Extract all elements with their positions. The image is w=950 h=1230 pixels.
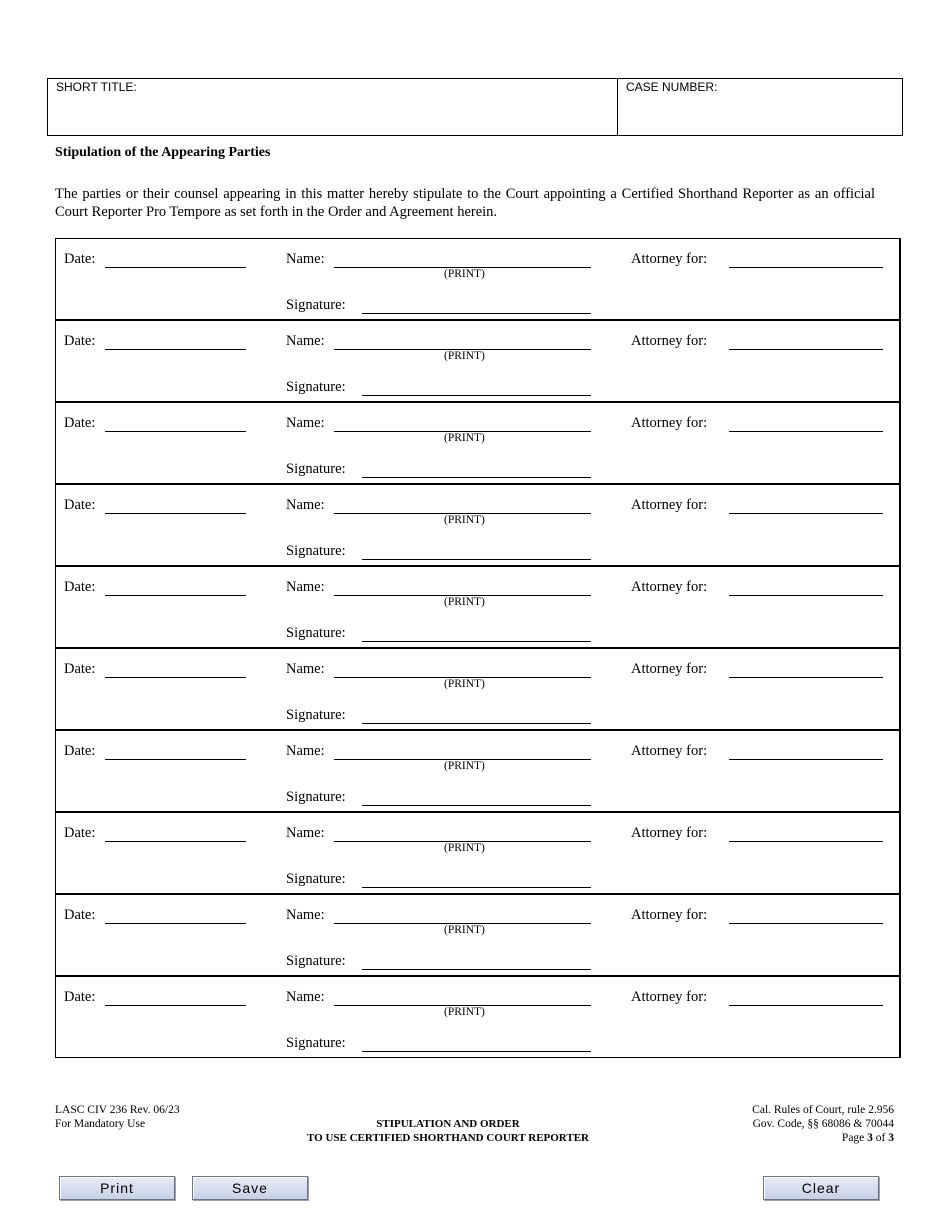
case-number-label: CASE NUMBER:: [626, 80, 718, 94]
date-label: Date:: [64, 579, 96, 595]
date-field[interactable]: [105, 824, 246, 842]
signature-row: [56, 813, 899, 895]
date-label: Date:: [64, 333, 96, 349]
name-label: Name:: [286, 251, 325, 267]
name-field[interactable]: [334, 250, 591, 268]
rules-reference: Cal. Rules of Court, rule 2.956: [752, 1104, 894, 1116]
attorney-for-field[interactable]: [729, 742, 883, 760]
attorney-for-label: Attorney for:: [631, 825, 708, 841]
signature-row: [56, 321, 899, 403]
signature-field[interactable]: [362, 706, 591, 724]
name-field[interactable]: [334, 332, 591, 350]
case-number-field[interactable]: [624, 99, 896, 131]
date-label: Date:: [64, 989, 96, 1005]
form-title-block: [248, 1117, 648, 1145]
name-field[interactable]: [334, 578, 591, 596]
signature-field[interactable]: [362, 460, 591, 478]
attorney-for-label: Attorney for:: [631, 907, 708, 923]
name-label: Name:: [286, 333, 325, 349]
attorney-for-label: Attorney for:: [631, 579, 708, 595]
date-label: Date:: [64, 497, 96, 513]
print-hint: (PRINT): [444, 268, 485, 280]
attorney-for-field[interactable]: [729, 332, 883, 350]
print-hint: (PRINT): [444, 432, 485, 444]
name-field[interactable]: [334, 496, 591, 514]
signature-field[interactable]: [362, 952, 591, 970]
name-field[interactable]: [334, 906, 591, 924]
signature-row: [56, 239, 899, 321]
signature-row: [56, 403, 899, 485]
print-hint: (PRINT): [444, 760, 485, 772]
signature-label: Signature:: [286, 297, 346, 313]
signature-label: Signature:: [286, 707, 346, 723]
attorney-for-label: Attorney for:: [631, 743, 708, 759]
name-field[interactable]: [334, 660, 591, 678]
signature-label: Signature:: [286, 871, 346, 887]
save-button[interactable]: Save: [192, 1176, 308, 1200]
attorney-for-label: Attorney for:: [631, 251, 708, 267]
signature-label: Signature:: [286, 789, 346, 805]
date-label: Date:: [64, 661, 96, 677]
date-field[interactable]: [105, 742, 246, 760]
short-title-field[interactable]: [54, 99, 611, 131]
signature-label: Signature:: [286, 461, 346, 477]
name-field[interactable]: [334, 414, 591, 432]
signature-field[interactable]: [362, 624, 591, 642]
legal-reference-block: [752, 1103, 894, 1145]
date-label: Date:: [64, 907, 96, 923]
print-hint: (PRINT): [444, 350, 485, 362]
signature-row: [56, 485, 899, 567]
gov-code-reference: Gov. Code, §§ 68086 & 70044: [752, 1118, 894, 1130]
date-field[interactable]: [105, 414, 246, 432]
signature-field[interactable]: [362, 296, 591, 314]
attorney-for-field[interactable]: [729, 496, 883, 514]
print-button[interactable]: Print: [59, 1176, 175, 1200]
attorney-for-label: Attorney for:: [631, 497, 708, 513]
attorney-for-field[interactable]: [729, 414, 883, 432]
short-title-label: SHORT TITLE:: [56, 80, 137, 94]
signature-table: [55, 238, 901, 1058]
section-title: Stipulation of the Appearing Parties: [55, 145, 271, 160]
signature-label: Signature:: [286, 953, 346, 969]
name-label: Name:: [286, 579, 325, 595]
page-current: 3: [867, 1132, 873, 1144]
attorney-for-field[interactable]: [729, 906, 883, 924]
name-label: Name:: [286, 907, 325, 923]
name-label: Name:: [286, 415, 325, 431]
signature-row: [56, 895, 899, 977]
page-total: 3: [888, 1132, 894, 1144]
signature-field[interactable]: [362, 788, 591, 806]
case-number-cell: [618, 79, 902, 135]
signature-label: Signature:: [286, 543, 346, 559]
signature-field[interactable]: [362, 1034, 591, 1052]
signature-row: [56, 567, 899, 649]
date-field[interactable]: [105, 578, 246, 596]
name-label: Name:: [286, 743, 325, 759]
page-of: of: [872, 1132, 889, 1144]
name-field[interactable]: [334, 824, 591, 842]
signature-row: [56, 731, 899, 813]
date-field[interactable]: [105, 496, 246, 514]
name-field[interactable]: [334, 988, 591, 1006]
date-label: Date:: [64, 251, 96, 267]
name-label: Name:: [286, 661, 325, 677]
signature-label: Signature:: [286, 379, 346, 395]
print-hint: (PRINT): [444, 678, 485, 690]
attorney-for-label: Attorney for:: [631, 661, 708, 677]
case-header: [47, 78, 903, 136]
attorney-for-field[interactable]: [729, 660, 883, 678]
attorney-for-field[interactable]: [729, 824, 883, 842]
attorney-for-label: Attorney for:: [631, 333, 708, 349]
attorney-for-field[interactable]: [729, 578, 883, 596]
name-label: Name:: [286, 497, 325, 513]
print-hint: (PRINT): [444, 514, 485, 526]
clear-button[interactable]: Clear: [763, 1176, 879, 1200]
date-field[interactable]: [105, 332, 246, 350]
signature-field[interactable]: [362, 870, 591, 888]
print-hint: (PRINT): [444, 924, 485, 936]
attorney-for-label: Attorney for:: [631, 989, 708, 1005]
attorney-for-field[interactable]: [729, 250, 883, 268]
mandatory-use: For Mandatory Use: [55, 1118, 146, 1130]
print-hint: (PRINT): [444, 596, 485, 608]
print-hint: (PRINT): [444, 842, 485, 854]
attorney-for-field[interactable]: [729, 988, 883, 1006]
date-label: Date:: [64, 415, 96, 431]
date-label: Date:: [64, 743, 96, 759]
signature-label: Signature:: [286, 625, 346, 641]
date-field[interactable]: [105, 250, 246, 268]
page-prefix: Page: [841, 1132, 868, 1144]
short-title-cell: [48, 79, 618, 135]
form-title-line2: TO USE CERTIFIED SHORTHAND COURT REPORTER: [307, 1132, 589, 1144]
page-number: [752, 1131, 894, 1145]
form-id-block: [55, 1103, 180, 1131]
form-id: LASC CIV 236 Rev. 06/23: [55, 1104, 180, 1116]
date-label: Date:: [64, 825, 96, 841]
date-field[interactable]: [105, 906, 246, 924]
signature-label: Signature:: [286, 1035, 346, 1051]
attorney-for-label: Attorney for:: [631, 415, 708, 431]
date-field[interactable]: [105, 988, 246, 1006]
signature-row: [56, 649, 899, 731]
signature-field[interactable]: [362, 542, 591, 560]
date-field[interactable]: [105, 660, 246, 678]
name-label: Name:: [286, 825, 325, 841]
signature-row: [56, 977, 899, 1059]
intro-paragraph: The parties or their counsel appearing in this matter hereby stipulate to the Court appointing a Certified Shorthand Reporter as an official Court Reporter Pro Tempore as set forth in the Order and Agreement herein.: [55, 186, 875, 220]
name-label: Name:: [286, 989, 325, 1005]
name-field[interactable]: [334, 742, 591, 760]
signature-field[interactable]: [362, 378, 591, 396]
form-title-line1: STIPULATION AND ORDER: [376, 1118, 520, 1130]
print-hint: (PRINT): [444, 1006, 485, 1018]
